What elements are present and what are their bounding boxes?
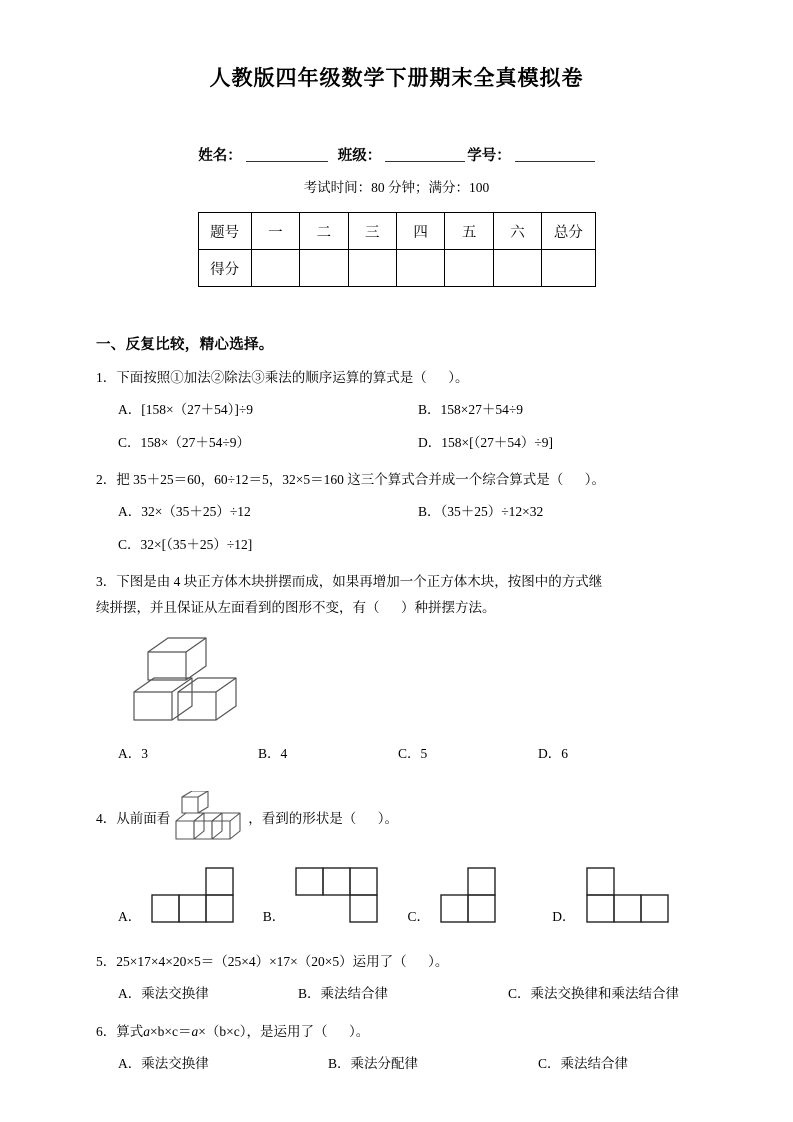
question-6-option-c-label: C． — [538, 1056, 561, 1072]
score-table-header-7: 总分 — [542, 213, 595, 250]
question-1-stem: 下面按照①加法②除法③乘法的顺序运算的算式是（ — [116, 370, 427, 385]
question-4-option-c-label: C． — [407, 909, 431, 925]
question-6-option-a-label: A． — [118, 1056, 142, 1072]
score-cell-5[interactable] — [445, 250, 493, 287]
question-4-number: 4． — [96, 810, 117, 826]
name-label: 姓名： — [198, 148, 242, 164]
score-cell-4[interactable] — [396, 250, 444, 287]
question-1-option-a-text: [158×（27＋54）]÷9 — [141, 402, 254, 418]
row3-top-right-square — [149, 866, 235, 929]
question-5-option-b[interactable] — [298, 981, 508, 1007]
score-table-header-1: 一 — [251, 213, 299, 250]
question-3-options — [96, 741, 697, 767]
question-2-answer-blank[interactable] — [563, 472, 585, 487]
class-label: 班级： — [337, 148, 382, 164]
question-4-stem-after: ，看到的形状是（ — [248, 810, 357, 826]
four-cube-row-figure — [172, 791, 246, 852]
question-2-option-b-text: （35＋25）÷12×32 — [440, 504, 544, 520]
question-6-options-row — [96, 1051, 697, 1077]
question-6-number: 6． — [96, 1023, 117, 1039]
class-input-blank[interactable] — [385, 147, 465, 162]
question-1 — [96, 365, 697, 391]
score-cell-1[interactable] — [251, 250, 299, 287]
question-6-stem-lead: 算式 — [116, 1023, 144, 1039]
question-4-stem-tail: ）。 — [377, 810, 398, 826]
question-5-option-c-label: C． — [508, 986, 531, 1002]
question-3-option-a[interactable] — [118, 741, 258, 767]
question-6-option-a[interactable] — [118, 1051, 328, 1077]
question-6-options — [96, 1051, 697, 1077]
question-3-option-d-text: 6 — [561, 745, 568, 761]
question-2-option-b-label: B． — [418, 504, 441, 520]
score-cell-2[interactable] — [300, 250, 348, 287]
question-2-option-b[interactable] — [418, 499, 543, 525]
question-1-number: 1． — [96, 370, 117, 385]
question-2-option-a-text: 32×（35＋25）÷12 — [141, 504, 251, 520]
question-1-options — [96, 397, 697, 456]
question-1-options-row-2 — [96, 430, 697, 456]
score-table — [198, 212, 596, 287]
question-1-option-c-label: C． — [118, 434, 141, 450]
question-2-options — [96, 499, 697, 558]
question-4-option-d-label: D． — [552, 909, 576, 925]
question-5-option-c-text: 乘法交换律和乘法结合律 — [530, 986, 680, 1002]
question-6-option-b-text: 乘法分配律 — [350, 1056, 419, 1072]
question-6-variable-a-1: a — [143, 1023, 150, 1039]
row3-top-left-square — [584, 866, 670, 929]
table-row-scores — [198, 250, 595, 287]
question-2-stem: 把 35＋25＝60，60÷12＝5，32×5＝160 这三个算式合并成一个综合算式是（ — [116, 471, 564, 487]
question-6-variable-a-2: a — [191, 1023, 199, 1039]
score-table-header-5: 五 — [445, 213, 493, 250]
question-4-option-a[interactable] — [118, 866, 263, 929]
question-3-stem-tail: ）种拼摆方法。 — [401, 600, 496, 616]
question-4-option-a-label: A． — [118, 909, 142, 925]
row2-top-right-square — [438, 866, 498, 929]
question-6-answer-blank[interactable] — [327, 1024, 349, 1039]
question-6-option-c-text: 乘法结合律 — [560, 1056, 629, 1072]
question-3-stem-text-2: 续拼摆，并且保证从左面看到的图形不变，有（ — [96, 600, 380, 616]
question-3-option-c[interactable] — [398, 741, 538, 767]
question-5-answer-blank[interactable] — [407, 954, 429, 969]
question-5-options — [96, 981, 697, 1007]
score-table-header-4: 四 — [396, 213, 444, 250]
score-table-header-2: 二 — [300, 213, 348, 250]
question-1-option-b-text: 158×27＋54÷9 — [440, 402, 524, 418]
question-3-stem-line-2 — [96, 595, 697, 621]
question-1-option-c-text: 158×（27＋54÷9） — [140, 434, 251, 450]
row3-bottom-right-square — [293, 866, 379, 929]
question-1-option-d-text: 158×[（27＋54）÷9] — [441, 434, 554, 450]
question-4-option-c[interactable] — [408, 866, 553, 929]
question-2-options-row-1 — [96, 499, 697, 525]
section-heading-1: 一、反复比较，精心选择。 — [96, 337, 274, 353]
question-2-number: 2． — [96, 471, 117, 487]
score-cell-total[interactable] — [542, 250, 595, 287]
student-number-label: 学号： — [467, 148, 511, 164]
question-5-option-a-text: 乘法交换律 — [141, 986, 209, 1002]
question-2-option-c-text: 32×[（35＋25）÷12] — [140, 536, 253, 552]
question-3-options-row — [96, 741, 697, 767]
score-row-label: 得分 — [198, 250, 251, 287]
question-3-number: 3． — [96, 573, 117, 589]
question-1-option-b[interactable] — [418, 397, 523, 423]
page-title: 人教版四年级数学下册期末全真模拟卷 — [209, 67, 584, 90]
name-input-blank[interactable] — [246, 147, 328, 162]
question-2-options-row-2 — [96, 532, 697, 558]
question-3-stem-line-1 — [96, 569, 697, 595]
question-6-option-b[interactable] — [328, 1051, 538, 1077]
question-1-option-c[interactable] — [118, 430, 418, 456]
question-6-stem-mid-1: ×b×c＝ — [150, 1023, 192, 1039]
question-2-stem-tail: ）。 — [584, 471, 606, 487]
question-5-options-row — [96, 981, 697, 1007]
question-4-option-d[interactable] — [552, 866, 697, 929]
question-1-option-d-label: D． — [418, 434, 442, 450]
question-5-option-a-label: A． — [118, 986, 142, 1002]
question-4-stem-before: 从前面看 — [116, 810, 171, 826]
question-4 — [96, 791, 697, 852]
table-row-headers — [198, 213, 595, 250]
question-3-option-a-label: A． — [118, 745, 142, 761]
score-cell-6[interactable] — [493, 250, 541, 287]
question-1-option-d[interactable] — [418, 430, 553, 456]
question-3-option-b-text: 4 — [280, 745, 288, 761]
score-table-header-3: 三 — [348, 213, 396, 250]
question-4-answer-blank[interactable] — [356, 811, 378, 826]
question-3-option-d[interactable] — [538, 741, 568, 767]
question-4-option-b-label: B． — [262, 909, 286, 925]
question-3-answer-blank[interactable] — [380, 600, 402, 615]
question-6-option-a-text: 乘法交换律 — [141, 1056, 209, 1072]
question-1-option-a-label: A． — [118, 402, 142, 418]
question-2-option-a[interactable] — [118, 499, 418, 525]
question-5 — [96, 949, 697, 975]
question-4-option-b[interactable] — [263, 866, 408, 929]
question-2 — [96, 467, 697, 493]
question-6-option-b-label: B． — [328, 1056, 351, 1072]
identity-row — [96, 144, 697, 165]
score-table-wrap — [96, 212, 697, 287]
question-3-option-c-label: C． — [398, 745, 421, 761]
question-3-option-d-label: D． — [538, 745, 562, 761]
question-1-answer-blank[interactable] — [427, 370, 449, 385]
question-5-stem: 25×17×4×20×5＝（25×4）×17×（20×5）运用了（ — [116, 954, 407, 970]
question-5-option-b-text: 乘法结合律 — [320, 986, 389, 1002]
score-cell-3[interactable] — [348, 250, 396, 287]
question-6-stem-mid-2: ×（b×c），是运用了（ — [198, 1023, 328, 1039]
question-3-option-c-text: 5 — [420, 745, 428, 761]
question-1-option-b-label: B． — [418, 402, 441, 418]
question-2-option-a-label: A． — [118, 504, 142, 520]
score-table-header-0: 题号 — [198, 213, 251, 250]
question-5-option-c[interactable] — [508, 981, 679, 1007]
question-6-stem-tail: ）。 — [348, 1023, 370, 1039]
question-5-number: 5． — [96, 954, 117, 970]
question-1-option-a[interactable] — [118, 397, 418, 423]
exam-meta: 考试时间：80 分钟；满分：100 — [303, 180, 490, 195]
question-5-option-a[interactable] — [118, 981, 298, 1007]
student-number-input-blank[interactable] — [515, 147, 595, 162]
score-table-header-6: 六 — [493, 213, 541, 250]
question-3-stem-text-1: 下图是由 4 块正方体木块拼摆而成，如果再增加一个正方体木块，按图中的方式继 — [116, 573, 603, 589]
question-6-option-c[interactable] — [538, 1051, 628, 1077]
question-6 — [96, 1019, 697, 1045]
question-4-shape-options — [96, 866, 697, 929]
question-1-stem-tail: ）。 — [448, 370, 469, 385]
question-5-stem-tail: ）。 — [428, 954, 449, 970]
question-3-option-a-text: 3 — [141, 745, 148, 761]
question-1-options-row-1 — [96, 397, 697, 423]
question-3 — [96, 569, 697, 622]
question-5-option-b-label: B． — [298, 986, 321, 1002]
four-cube-isometric-figure — [126, 634, 697, 735]
question-2-option-c[interactable] — [118, 532, 252, 558]
question-3-option-b[interactable] — [258, 741, 398, 767]
question-2-option-c-label: C． — [118, 536, 141, 552]
question-3-option-b-label: B． — [258, 745, 281, 761]
